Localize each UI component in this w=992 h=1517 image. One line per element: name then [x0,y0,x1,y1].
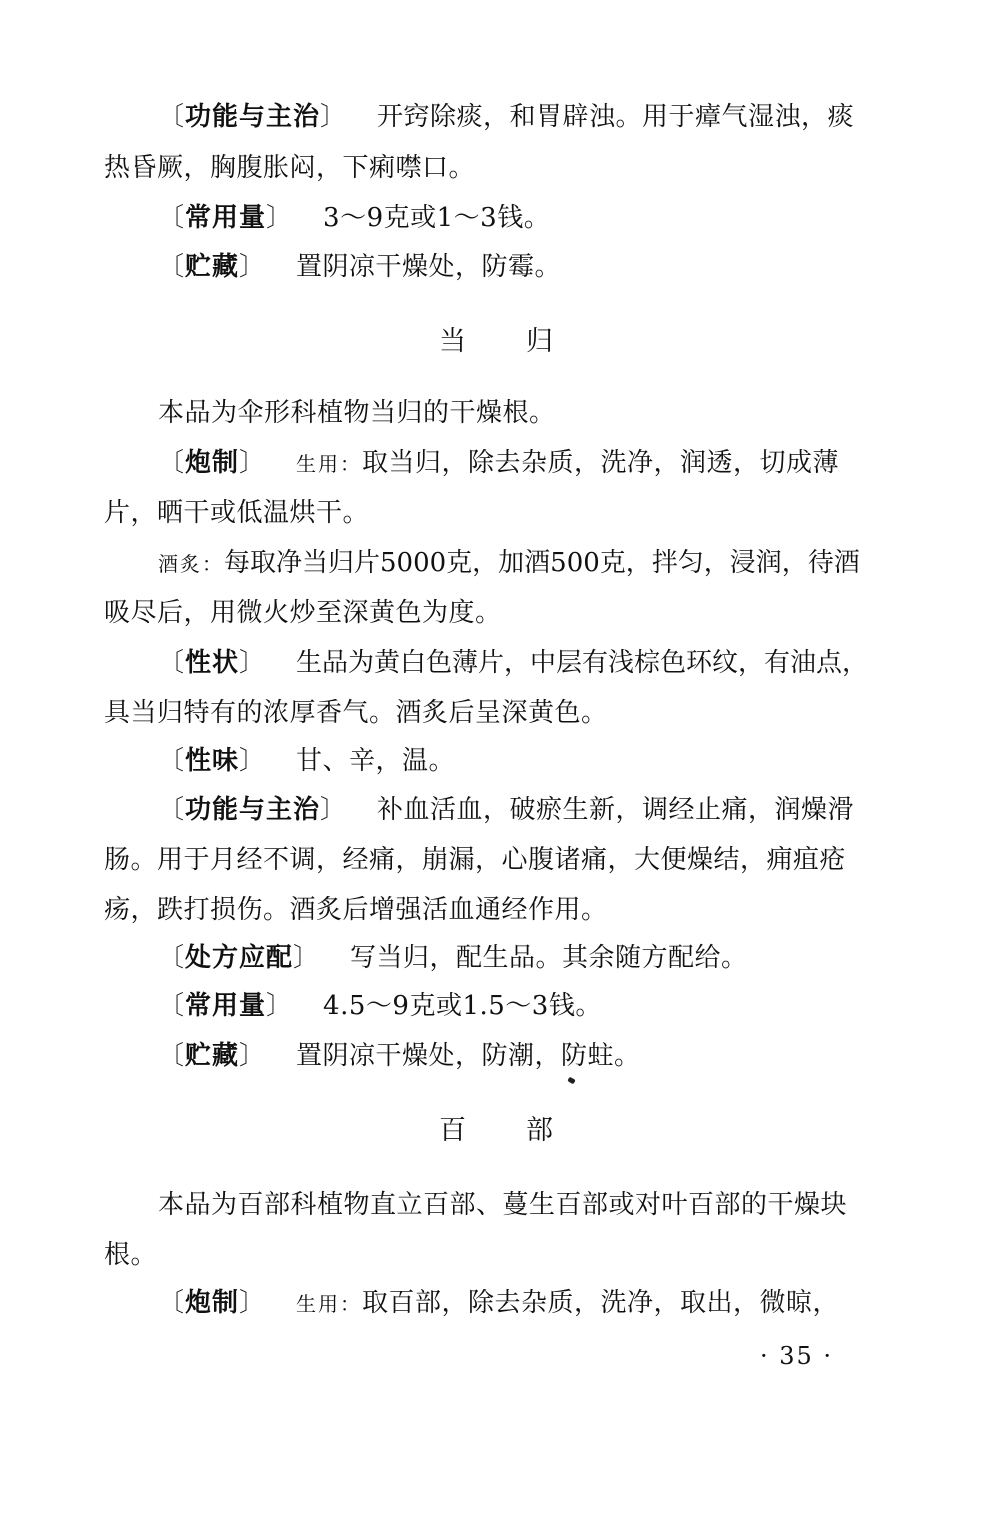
danggui-heading: 当归 [439,326,613,357]
danggui-jiuzhi-cont: 吸尽后，用微火炒至深黄色为度。 [104,598,502,628]
danggui-xingzhuang-line [158,646,884,680]
danggui-gongneng-text: 补血活血，破瘀生新，调经止痛，润燥滑 [377,795,855,825]
xingzhuang-label: 〔性状〕 [158,648,267,678]
danggui-zhucang-line [158,1039,884,1073]
danggui-jiuzhi-text: 每取净当归片5000克，加酒500克，拌匀，浸润，待酒 [224,548,860,578]
danggui-xingwei-line [158,744,884,778]
danggui-xingwei-text: 甘、辛，温。 [296,746,456,776]
xingwei-label: 〔性味〕 [158,746,267,776]
danggui-paozhi-prefix: 生用： [296,452,363,476]
danggui-intro: 本品为伞形科植物当归的干燥根。 [158,398,556,428]
danggui-xingzhuang-cont: 具当归特有的浓厚香气。酒炙后呈深黄色。 [104,698,608,728]
danggui-gongneng-cont2: 疡，跌打损伤。酒炙后增强活血通经作用。 [104,895,608,925]
zhucang-label: 〔贮藏〕 [158,252,267,282]
danggui-zhucang-text: 置阴凉干燥处，防潮，防蛀。 [296,1041,641,1071]
danggui-xingzhuang-text: 生品为黄白色薄片，中层有浅棕色环纹，有油点， [296,648,869,678]
danggui-paozhi-text: 取当归，除去杂质，洗净，润透，切成薄 [362,448,840,478]
baibu-paozhi-prefix: 生用： [296,1292,363,1316]
baibu-paozhi-text: 取百部，除去杂质，洗净，取出，微晾， [362,1288,840,1318]
baibu-intro-cont: 根。 [104,1240,158,1270]
danggui-changyongliang-line [158,989,884,1023]
top-gongneng-line [158,100,884,134]
danggui-changyongliang-text: 4.5～9克或1.5～3钱。 [323,991,602,1021]
baibu-paozhi-line [158,1286,884,1321]
danggui-gongneng-label: 〔功能与主治〕 [158,795,348,825]
gongneng-label: 〔功能与主治〕 [158,102,348,132]
danggui-jiuzhi-prefix: 酒炙： [158,552,224,576]
chufang-label: 〔处方应配〕 [158,943,321,973]
top-zhucang-line [158,250,884,284]
scan-speck [567,1077,576,1085]
top-gongneng-cont: 热昏厥，胸腹胀闷，下痢噤口。 [104,153,476,183]
danggui-paozhi-line [158,446,884,481]
danggui-paozhi-cont: 片，晒干或低温烘干。 [104,498,370,528]
paozhi-label: 〔炮制〕 [158,448,267,478]
danggui-chufang-line [158,941,884,975]
baibu-paozhi-label: 〔炮制〕 [158,1288,267,1318]
baibu-heading: 百部 [439,1115,613,1146]
baibu-intro: 本品为百部科植物直立百部、蔓生百部或对叶百部的干燥块 [158,1190,848,1220]
danggui-chufang-text: 写当归，配生品。其余随方配给。 [350,943,748,973]
page-number: · 35 · [760,1342,834,1370]
top-zhucang-text: 置阴凉干燥处，防霉。 [296,252,562,282]
danggui-changyongliang-label: 〔常用量〕 [158,991,294,1021]
danggui-zhucang-label: 〔贮藏〕 [158,1041,267,1071]
top-changyongliang-text: 3～9克或1～3钱。 [323,203,551,233]
danggui-gongneng-cont1: 肠。用于月经不调，经痛，崩漏，心腹诸痛，大便燥结，痈疽疮 [104,845,847,875]
top-changyongliang-line [158,201,884,235]
danggui-jiuzhi-line [158,546,884,581]
danggui-gongneng-line [158,793,884,827]
changyongliang-label: 〔常用量〕 [158,203,294,233]
top-gongneng-text: 开窍除痰，和胃辟浊。用于瘴气湿浊，痰 [377,102,855,132]
